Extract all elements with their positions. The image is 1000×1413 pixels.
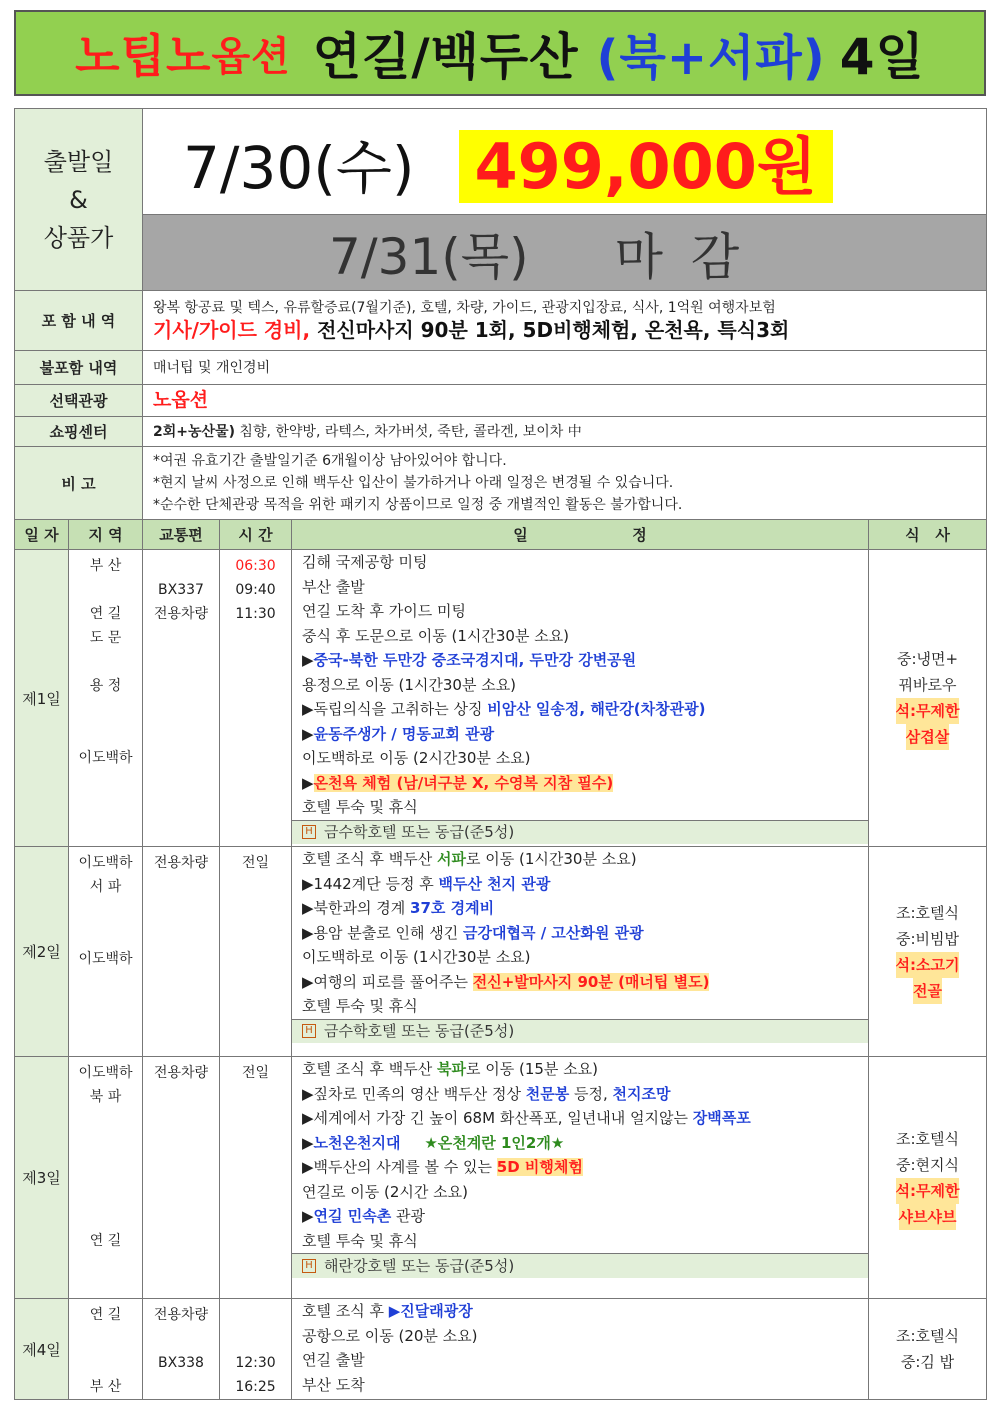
region-name: 부 산 (89, 558, 122, 574)
transport-name: 전용차량 (153, 606, 209, 622)
hotel-line: H 금수학호텔 또는 동급(준5성) (292, 1019, 868, 1044)
remark-line: *순수한 단체관광 목적을 위한 패키지 상품이므로 일정 중 개별적인 활동은 불가합니다. (153, 497, 683, 513)
region-name: 연 길 (89, 606, 122, 622)
region-name (69, 1205, 142, 1229)
schedule-line: ▶북한과의 경계 37호 경계비 (302, 899, 495, 917)
day-transport (143, 1299, 220, 1400)
schedule-line: 부산 출발 (302, 577, 365, 596)
day-schedule (292, 1057, 869, 1299)
meal-item: 중:김 밥 (900, 1353, 955, 1371)
transport-name (143, 554, 219, 578)
region-name: 이도백하 (78, 855, 133, 871)
title-duration: 4일 (839, 28, 925, 86)
day-meals (869, 847, 987, 1057)
title-brand-2: 옵션 (211, 33, 291, 80)
schedule-line: ▶온천욕 체험 (남/녀구분 X, 수영복 지참 필수) (302, 773, 614, 792)
day-label: 제3일 (15, 1057, 69, 1299)
schedule-line: ▶백두산의 사계를 볼 수 있는 5D 비행체험 (302, 1158, 583, 1176)
schedule-line: ▶짚차로 민족의 영산 백두산 정상 천문봉 등정, 천지조망 (302, 1084, 671, 1103)
remarks-label: 비 고 (15, 447, 143, 520)
meal-item: 꿔바로우 (898, 676, 957, 694)
day-regions (69, 1299, 143, 1400)
schedule-line: ▶노천온천지대 ★온천계란 1인2개★ (302, 1133, 565, 1152)
schedule-line: ▶중국-북한 두만강 중조국경지대, 두만강 강변공원 (302, 651, 637, 669)
time-value: 전일 (241, 855, 270, 871)
time-value: 전일 (241, 1065, 270, 1081)
day-row (15, 1057, 987, 1299)
day-row (15, 550, 987, 847)
region-name (69, 923, 142, 947)
schedule-line: 호텔 조식 후 ▶진달래광장 (302, 1302, 473, 1320)
day-label: 제4일 (15, 1299, 69, 1400)
dinner-special: 석:소고기 전골 (869, 952, 986, 1004)
includes-label: 포 함 내 역 (15, 291, 143, 351)
region-name: 서 파 (89, 879, 122, 895)
includes-line-2: 기사/가이드 경비, 전신마사지 90분 1회, 5D비행체험, 온천욕, 특식3회 (153, 318, 790, 342)
schedule-line: 김해 국제공항 미팅 (302, 553, 428, 571)
includes-line-1: 왕복 항공료 및 텍스, 유류할증료(7월기준), 호텔, 차량, 가이드, 관광지입장료, 식사, 1억원 여행자보험 (153, 300, 776, 316)
meal-item: 조:호텔식 (896, 1129, 960, 1148)
region-name (69, 650, 142, 674)
schedule-line: ▶독립의식을 고취하는 상징 비암산 일송정, 해란강(차창관광) (302, 700, 706, 718)
includes-content (143, 291, 987, 351)
time-value (220, 1303, 291, 1327)
region-name (69, 722, 142, 746)
header-region: 지 역 (69, 520, 143, 550)
day-times (220, 550, 292, 847)
time-value: 06:30 (235, 558, 276, 574)
region-name: 용 정 (89, 678, 122, 694)
shopping-label: 쇼핑센터 (15, 417, 143, 447)
time-value (220, 1327, 291, 1351)
day-times (220, 847, 292, 1057)
region-name (69, 1109, 142, 1133)
dinner-special: 석:무제한 삼겹살 (869, 698, 986, 750)
region-name (69, 1181, 142, 1205)
header-time: 시 간 (220, 520, 292, 550)
schedule-line: 용정으로 이동 (1시간30분 소요) (302, 675, 517, 694)
departure-date: 7/30(수) (183, 134, 415, 202)
schedule-line: ▶윤동주생가 / 명동교회 관광 (302, 724, 495, 743)
transport-name: BX337 (158, 582, 204, 598)
optional-tour-label: 선택관광 (15, 385, 143, 417)
day-label: 제1일 (15, 550, 69, 847)
schedule-line: 호텔 조식 후 백두산 북파로 이동 (15분 소요) (302, 1060, 599, 1078)
transport-name: BX338 (158, 1355, 204, 1371)
day-regions (69, 1057, 143, 1299)
header-transport: 교통편 (143, 520, 220, 550)
header-meal: 식 사 (869, 520, 987, 550)
excludes-content: 매너팁 및 개인경비 (143, 351, 987, 385)
schedule-line: ▶연길 민속촌 관광 (302, 1207, 425, 1225)
optional-tour-content: 노옵션 (143, 385, 987, 417)
price: 499,000원 (459, 130, 833, 203)
closed-label: 마감 (614, 227, 768, 286)
transport-name: 전용차량 (153, 1307, 209, 1323)
hotel-icon: H (302, 1024, 316, 1038)
schedule-line: 연길 도착 후 가이드 미팅 (302, 602, 466, 620)
schedule-line: 호텔 투숙 및 휴식 (302, 1231, 418, 1250)
day-transport (143, 550, 220, 847)
time-value: 11:30 (235, 606, 276, 622)
day-row (15, 847, 987, 1057)
transport-name: 전용차량 (153, 855, 209, 871)
time-value: 16:25 (235, 1379, 276, 1395)
schedule-line: 호텔 투숙 및 휴식 (302, 997, 418, 1015)
meal-item: 중:현지식 (896, 1155, 960, 1174)
day-transport (143, 847, 220, 1057)
region-name (69, 899, 142, 923)
time-value: 09:40 (235, 582, 276, 598)
remark-line: *여권 유효기간 출발일기준 6개월이상 남아있어야 합니다. (153, 453, 507, 469)
title-variant: (북+서파) (596, 29, 826, 86)
day-regions (69, 847, 143, 1057)
meal-item: 중:비빔밥 (896, 929, 960, 948)
closed-departure-row (143, 215, 987, 291)
schedule-line: 연길 출발 (302, 1351, 365, 1369)
schedule-line: ▶1442계단 등정 후 백두산 천지 관광 (302, 874, 551, 893)
region-name: 도 문 (89, 630, 122, 646)
region-name: 북 파 (89, 1089, 122, 1105)
day-row (15, 1299, 987, 1400)
region-name: 이도백하 (78, 951, 133, 967)
schedule-line: 중식 후 도문으로 이동 (1시간30분 소요) (302, 626, 570, 645)
day-meals (869, 550, 987, 847)
remark-line: *현지 날씨 사정으로 인해 백두산 입산이 불가하거나 아래 일정은 변경될 수 있습니다. (153, 475, 674, 491)
header-schedule: 일 정 (292, 520, 869, 550)
region-name (69, 1157, 142, 1181)
day-schedule (292, 550, 869, 847)
day-times (220, 1299, 292, 1400)
schedule-line: 부산 도착 (302, 1375, 365, 1394)
meal-item: 조:호텔식 (896, 903, 960, 922)
itinerary-table (14, 108, 987, 1400)
open-departure-row (143, 109, 987, 215)
schedule-line: 호텔 조식 후 백두산 서파로 이동 (1시간30분 소요) (302, 850, 637, 868)
schedule-line: ▶여행의 피로를 풀어주는 전신+발마사지 90분 (매너팁 별도) (302, 972, 710, 991)
dinner-special: 석:무제한 샤브샤브 (869, 1178, 986, 1230)
schedule-line: ▶용암 분출로 인해 생긴 금강대협곡 / 고산화원 관광 (302, 923, 644, 942)
region-name: 이도백하 (78, 750, 133, 766)
hotel-icon: H (302, 1259, 316, 1273)
day-schedule (292, 847, 869, 1057)
day-times (220, 1057, 292, 1299)
region-name (69, 1133, 142, 1157)
header-day: 일 자 (15, 520, 69, 550)
hotel-line: H 해란강호텔 또는 동급(준5성) (292, 1253, 868, 1278)
region-name: 연 길 (89, 1233, 122, 1249)
schedule-line: ▶세계에서 가장 긴 높이 68M 화산폭포, 일년내내 얼지않는 장백폭포 (302, 1109, 751, 1127)
schedule-line: 이도백하로 이동 (1시간30분 소요) (302, 948, 531, 966)
day-meals (869, 1057, 987, 1299)
schedule-line: 이도백하로 이동 (2시간30분 소요) (302, 749, 531, 767)
excludes-label: 불포함 내역 (15, 351, 143, 385)
region-name: 이도백하 (78, 1065, 133, 1081)
meal-item: 중:냉면+ (896, 650, 959, 668)
region-name (69, 1327, 142, 1351)
region-name (69, 1351, 142, 1375)
title-product: 연길/백두산 (312, 28, 579, 86)
region-name (69, 578, 142, 602)
title-brand-1: 노팁노 (75, 29, 212, 83)
day-regions (69, 550, 143, 847)
transport-name: 전용차량 (153, 1065, 209, 1081)
closed-date: 7/31(목) (329, 227, 529, 286)
hotel-line: H 금수학호텔 또는 동급(준5성) (292, 820, 868, 845)
meal-item: 조:호텔식 (896, 1327, 960, 1345)
schedule-line: 연길로 이동 (2시간 소요) (302, 1182, 468, 1201)
remarks-content (143, 447, 987, 520)
title-banner (14, 10, 986, 96)
schedule-line: 공항으로 이동 (20분 소요) (302, 1326, 478, 1345)
transport-name (143, 1327, 219, 1351)
region-name (69, 698, 142, 722)
departure-price-label: 출발일 & 상품가 (15, 109, 143, 291)
shopping-content: 2회+농산물) 침향, 한약방, 라텍스, 차가버섯, 죽탄, 콜라겐, 보이차 中 (143, 417, 987, 447)
hotel-icon: H (302, 825, 316, 839)
time-value: 12:30 (235, 1355, 276, 1371)
schedule-line: 호텔 투숙 및 휴식 (302, 798, 418, 816)
day-schedule (292, 1299, 869, 1400)
region-name: 부 산 (89, 1379, 122, 1395)
day-label: 제2일 (15, 847, 69, 1057)
day-transport (143, 1057, 220, 1299)
region-name: 연 길 (89, 1307, 122, 1323)
day-meals (869, 1299, 987, 1400)
